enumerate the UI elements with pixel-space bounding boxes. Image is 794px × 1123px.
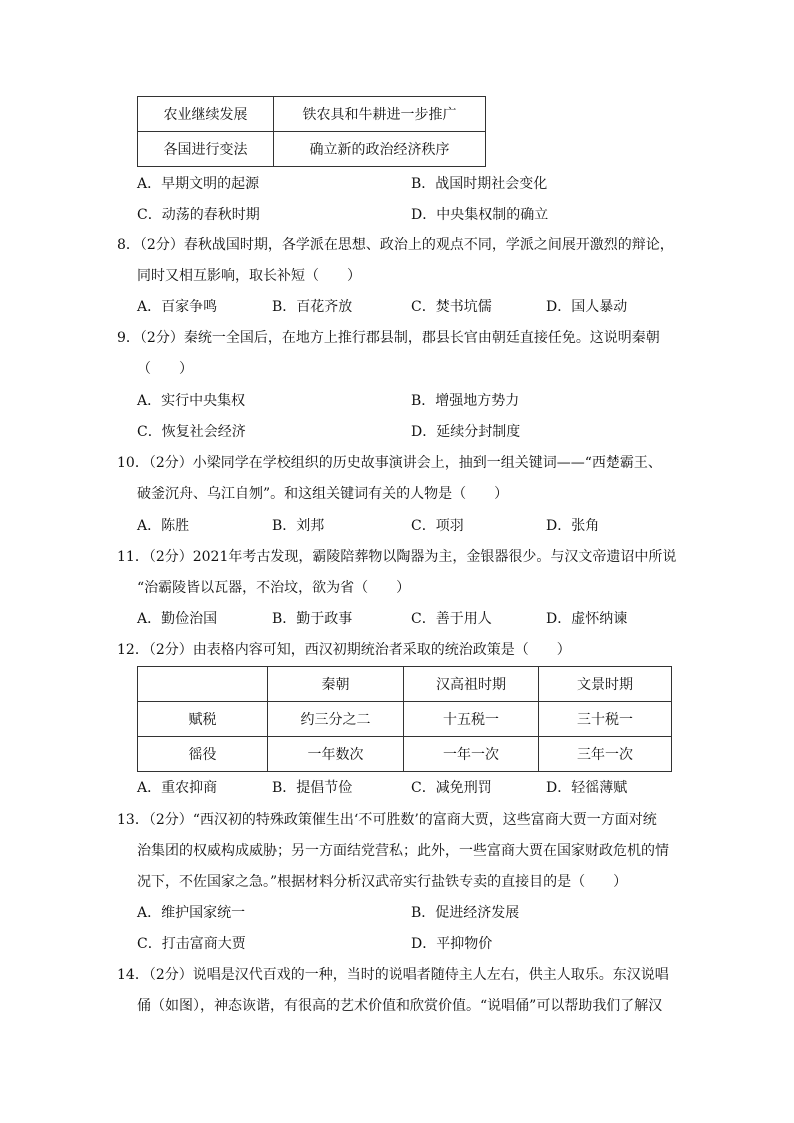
q10-option-c[interactable]: C．项羽 (411, 518, 464, 534)
q13-option-b[interactable]: B．促进经济发展 (411, 905, 520, 921)
q9-stem-line1: 9．（2分）秦统一全国后，在地方上推行郡县制，郡县长官由朝廷直接任免。这说明秦朝 (117, 330, 660, 346)
q10-option-a[interactable]: A．陈胜 (137, 518, 190, 534)
q10-option-b[interactable]: B．刘邦 (272, 518, 325, 534)
q7-table (137, 96, 486, 167)
q7-option-a[interactable]: A．早期文明的起源 (137, 176, 260, 192)
table-cell: 铁农具和牛耕进一步推广 (274, 97, 486, 132)
q13-option-c[interactable]: C．打击富商大贾 (137, 936, 246, 952)
q7-option-d[interactable]: D．中央集权制的确立 (411, 207, 549, 223)
q12-option-b[interactable]: B．提倡节俭 (272, 780, 353, 796)
q8-option-c[interactable]: C．焚书坑儒 (411, 299, 492, 315)
table-cell: 十五税一 (404, 702, 539, 737)
table-cell: 各国进行变法 (138, 132, 274, 167)
q13-option-d[interactable]: D．平抑物价 (411, 936, 493, 952)
q9-option-b[interactable]: B．增强地方势力 (411, 393, 520, 409)
q14-stem-line2: 俑（如图），神态诙谐，有很高的艺术价值和欣赏价值。“说唱俑”可以帮助我们了解汉 (137, 998, 663, 1014)
q9-option-d[interactable]: D．延续分封制度 (411, 424, 521, 440)
q7-option-b[interactable]: B．战国时期社会变化 (411, 176, 548, 192)
table-header-cell: 文景时期 (539, 667, 672, 702)
q11-option-d[interactable]: D．虚怀纳谏 (546, 611, 628, 627)
q9-option-a[interactable]: A．实行中央集权 (137, 393, 246, 409)
q13-stem-line3: 况下，不佐国家之急。”根据材料分析汉武帝实行盐铁专卖的直接目的是（ ） (137, 874, 628, 890)
q11-option-b[interactable]: B．勤于政事 (272, 611, 353, 627)
q8-stem-line1: 8．（2分）春秋战国时期，各学派在思想、政治上的观点不同，学派之间展开激烈的辩论， (117, 237, 674, 253)
table-header-row (138, 667, 672, 702)
q13-stem-line2: 治集团的权威构成威胁；另一方面结党营私；此外，一些富商大贾在国家财政危机的情 (137, 843, 669, 859)
table-cell: 三十税一 (539, 702, 672, 737)
q7-option-c[interactable]: C．动荡的春秋时期 (137, 207, 260, 223)
q8-option-a[interactable]: A．百家争鸣 (137, 299, 218, 315)
table-header-cell: 秦朝 (268, 667, 404, 702)
q14-stem-line1: 14．（2分）说唱是汉代百戏的一种，当时的说唱者随侍主人左右，供主人取乐。东汉说唱 (117, 967, 669, 983)
q10-stem-line1: 10．（2分）小梁同学在学校组织的历史故事演讲会上，抽到一组关键词——“西楚霸王、 (117, 455, 662, 471)
table-cell: 确立新的政治经济秩序 (274, 132, 486, 167)
table-row (138, 702, 672, 737)
q12-option-c[interactable]: C．减免刑罚 (411, 780, 492, 796)
q11-stem-line1: 11．（2分）2021年考古发现，霸陵陪葬物以陶器为主，金银器很少。与汉文帝遗诏中所说 (117, 549, 677, 565)
table-cell: 三年一次 (539, 737, 672, 772)
q12-option-a[interactable]: A．重农抑商 (137, 780, 218, 796)
q13-option-a[interactable]: A．维护国家统一 (137, 905, 246, 921)
q11-option-c[interactable]: C．善于用人 (411, 611, 492, 627)
table-cell: 一年一次 (404, 737, 539, 772)
table-row (138, 97, 486, 132)
table-cell: 农业继续发展 (138, 97, 274, 132)
table-cell: 约三分之二 (268, 702, 404, 737)
table-row (138, 132, 486, 167)
q12-table (137, 666, 672, 772)
q12-stem-line1: 12．（2分）由表格内容可知，西汉初期统治者采取的统治政策是（ ） (117, 642, 571, 658)
q13-stem-line1: 13．（2分）“西汉初的特殊政策催生出‘不可胜数’的富商大贾，这些富商大贾一方面对统 (117, 812, 657, 828)
q10-option-d[interactable]: D．张角 (546, 518, 600, 534)
q8-stem-line2: 同时又相互影响，取长补短（ ） (137, 268, 361, 284)
table-row (138, 737, 672, 772)
table-cell: 一年数次 (268, 737, 404, 772)
q10-stem-line2: 破釜沉舟、乌江自刎”。和这组关键词有关的人物是（ ） (137, 486, 509, 502)
q8-option-b[interactable]: B．百花齐放 (272, 299, 353, 315)
q8-option-d[interactable]: D．国人暴动 (546, 299, 628, 315)
q9-option-c[interactable]: C．恢复社会经济 (137, 424, 246, 440)
table-cell: 徭役 (138, 737, 268, 772)
q9-stem-line2: （ ） (137, 361, 193, 377)
q11-stem-line2: “治霸陵皆以瓦器，不治坟，欲为省（ ） (137, 580, 411, 596)
table-header-cell: 汉高祖时期 (404, 667, 539, 702)
table-header-cell (138, 667, 268, 702)
q12-option-d[interactable]: D．轻徭薄赋 (546, 780, 628, 796)
table-cell: 赋税 (138, 702, 268, 737)
q11-option-a[interactable]: A．勤俭治国 (137, 611, 218, 627)
